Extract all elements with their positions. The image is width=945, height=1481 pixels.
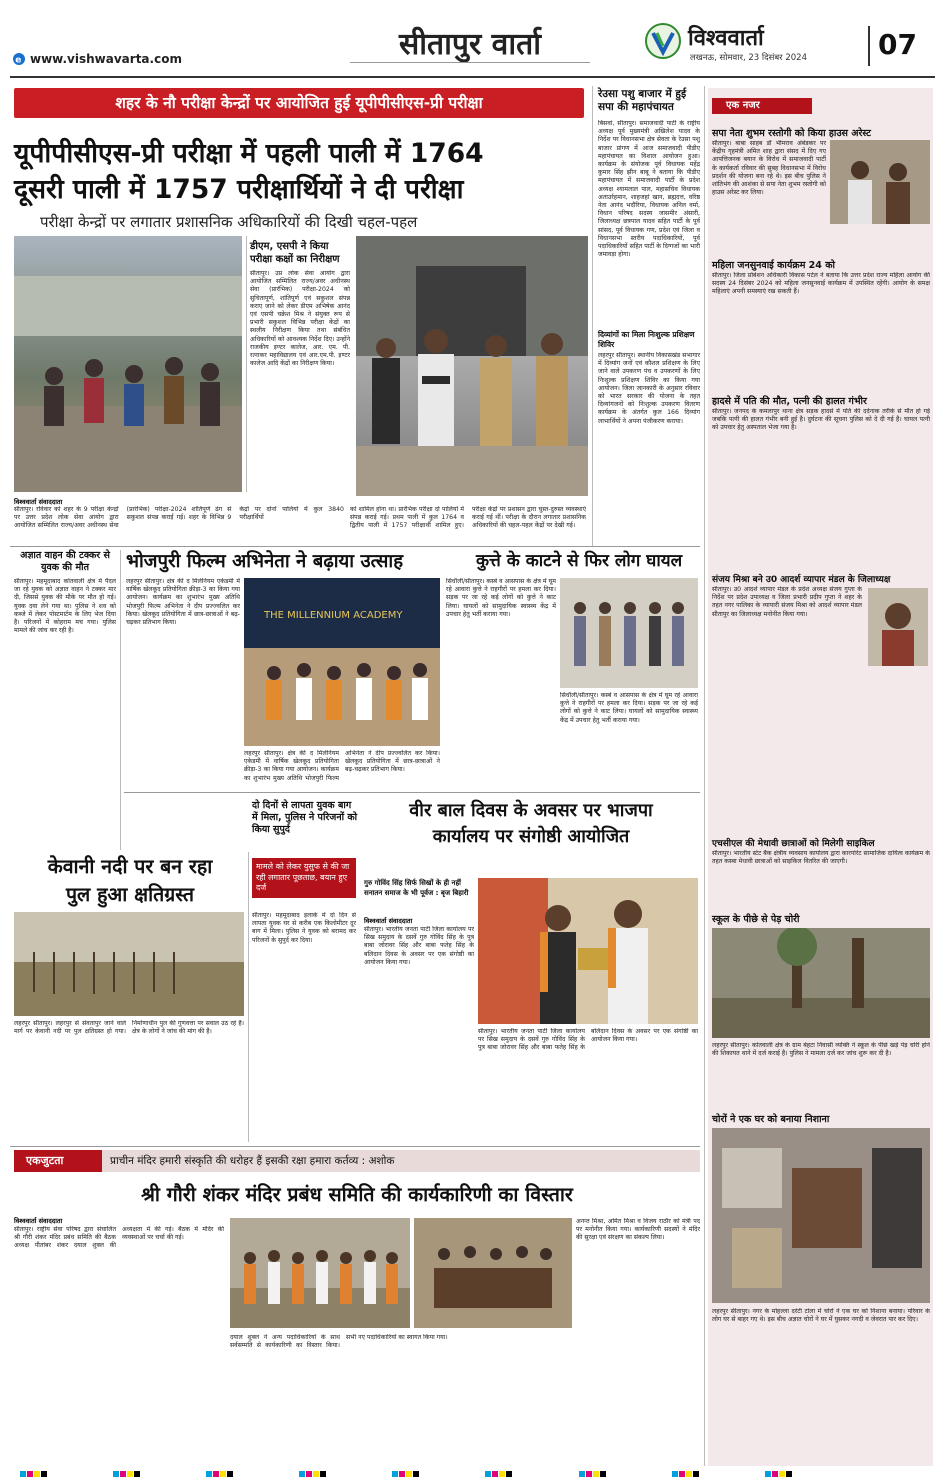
bjp-photo [478, 878, 698, 1024]
website-url[interactable]: www.vishwavarta.com [30, 52, 182, 66]
section-title: सीतापुर वार्ता [399, 27, 541, 62]
bjp-credit: विश्ववार्ता संवाददाता [364, 917, 413, 925]
film-body: लहरपुर सीतापुर। क्षेत्र की द मिलेनियम एकेडमी में वार्षिक खेलकूद प्रतियोगिता क्रीड़ा-3 का किया गया आयोजन। कार्यक्रम का शुभारंभ मुख्य अतिथि भोजपुरी फिल्म अभिनेता ने दीप प्रज्ज्वलित कर किया। खेलकूद प्रतियोगिता में छात्र-छात्राओं ने बढ़-चढ़कर प्रतिभाग किया। [126, 578, 240, 627]
accident-head: अज्ञात वाहन की टक्कर से युवक की मौत [20, 550, 110, 573]
nazar-item1-head: सपा नेता शुभम रस्तोगी को किया हाउस अरेस्ट [712, 128, 871, 139]
lead-banner [14, 88, 584, 118]
bjp-head-2: कार्यालय पर संगोष्ठी आयोजित [432, 826, 630, 847]
lead-body-left: सीतापुर। रविवार को शहर के 9 परीक्षा केन्द्रों पर उत्तर प्रदेश लोक सेवा आयोग द्वारा आयोजित सम्मिलित राज्य/अवर अधीनस्थ सेवा (प्रारंभिक) परीक्षा-2024 शांतिपूर्ण ढंग से सकुशल संपन्न कराई गई। शहर के विभिन्न 9 केंद्रों पर दोनों पालियों में कुल 3840 परीक्षार्थियों [14, 506, 344, 530]
rally-body: बिसवां, सीतापुर। समाजवादी पार्टी के राष्ट्रीय अध्यक्ष पूर्व मुख्यमंत्री अखिलेश यादव के निर्देश पर विधानसभा क्षेत्र सेवता के रेउसा पशु बाजार प्रांगण में आज समाजवादी पीडीए महापंचायत का विशाल आयोजन हुआ। कार्यक्रम के संयोजक पूर्व विधायक महेंद्र कुमार सिंह झीन बाबू ने बताया कि पीडीए महापंचायत में समाजवादी पार्टी के प्रदेश अध्यक्ष श्यामलाल पाल, महासचिव विधायक अताउर्रहमान, शाहजहां खान, ब्रह्मदत्त, वरिष्ठ नेता आनंद भदौरिया, विधायक अनिल वर्मा, विधान परिषद सदस्य जासमीर अंसारी, जिलाध्यक्ष छत्रपाल यादव सहित पार्टी के पूर्व सांसद, पूर्व विधायक गण, प्रदेश एवं जिला व विधानसभा स्तरीय पदाधिकारियों, पूर्व पदाधिकारियों सहित पार्टी के दिग्गजों का भारी जमावड़ा होगा। [598, 120, 700, 259]
bottom-photo-2 [414, 1218, 572, 1328]
bottom-body-right: अनन्त मिश्रा, अमित मिश्रा व विजय राठौर को मंत्री पद पर मनोनीत किया गया। कार्यकारिणी सदस्यों ने मंदिर की सुरक्षा एवं संरक्षण का संकल्प लिया। [576, 1218, 700, 1242]
lead-headline-2: दूसरी पाली में 1757 परीक्षार्थियों ने दी परीक्षा [14, 174, 464, 205]
lead-body-right: को शामिल होना था। प्रारंभिक परीक्षा दो पालियों में संपन्न कराई गई। प्रथम पाली में कुल 1764 व द्वितीय पाली में 1757 परीक्षार्थी शामिल हुए। परीक्षा केंद्रों पर प्रशासन द्वारा चुस्त-दुरुस्त व्यवस्थाएं कराई गई थीं। परीक्षा के दौरान लगातार प्रशासनिक अधिकारियों की चहल-पहल केंद्रों पर देखी गई। [350, 506, 586, 530]
dog-body-cont: सिधौली/सीतापुर। कस्बे व आसपास के क्षेत्र में घूम रहे आवारा कुत्ते ने राहगीरों पर हमला कर दिया। सड़क पर जा रहे कई लोगों को कुत्ते ने काट लिया। घायलों को सामुदायिक स्वास्थ्य केंद्र में उपचार हेतु भर्ती कराया गया। [560, 692, 698, 724]
film-head: भोजपुरी फिल्म अभिनेता ने बढ़ाया उत्साह [126, 551, 404, 572]
lead-banner-text: शहर के नौ परीक्षा केन्द्रों पर आयोजित हुई यूपीपीसीएस-प्री परीक्षा [115, 94, 483, 112]
kewani-photo [14, 912, 244, 1016]
bottom-photo-1 [230, 1218, 410, 1328]
bjp-head-1: वीर बाल दिवस के अवसर पर भाजपा [409, 800, 653, 821]
dog-photo [560, 578, 698, 688]
bottom-body-mid: दयाल शुक्ल ने अन्य पदाधिकारियों के साथ सर्वसम्मति से कार्यकारिणी का विस्तार किया। सभी नए पदाधिकारियों का स्वागत किया गया। [230, 1334, 448, 1350]
bottom-body-left: सीतापुर। राष्ट्रीय सेवा परिषद द्वारा संचालित श्री गौरी शंकर मंदिर प्रबंध समिति की बैठक अध्यक्ष पीतांबर शंकर दयाल शुक्ल की अध्यक्षता में की गई। बैठक में मंदिर की व्यवस्थाओं पर चर्चा की गई। [14, 1226, 224, 1250]
city-date: लखनऊ, सोमवार, 23 दिसंबर 2024 [690, 53, 807, 63]
film-body-cont: लहरपुर सीतापुर। क्षेत्र की द मिलेनियम एकेडमी में वार्षिक खेलकूद प्रतियोगिता क्रीड़ा-3 का किया गया आयोजन। कार्यक्रम का शुभारंभ मुख्य अतिथि भोजपुरी फिल्म अभिनेता ने दीप प्रज्ज्वलित कर किया। खेलकूद प्रतियोगिता में छात्र-छात्राओं ने बढ़-चढ़कर प्रतिभाग किया। [244, 750, 440, 782]
missing-body: सीतापुर। महमूदाबाद इलाके में दो दिन से लापता युवक घर से करीब एक किलोमीटर दूर बाग में मिला। पुलिस ने युवक को बरामद कर परिजनों के सुपुर्द कर दिया। [252, 912, 356, 944]
registration-strip [20, 1462, 920, 1470]
svg-text:e: e [15, 55, 22, 66]
nazar-item6-body: लहरपुर सीतापुर। कोतवाली क्षेत्र के ग्राम बेहटा निवासी व्यक्ति ने स्कूल के पीछे खड़े पेड़ चोरी होने की शिकायत थाने में दर्ज कराई है। पुलिस ने मामला दर्ज कर जांच शुरू कर दी है। [712, 1042, 930, 1058]
training-subhead: दिव्यांगों का मिला निःशुल्क प्रशिक्षण शिविर [598, 330, 695, 349]
nazar-item1-body: सीतापुर। बाबा साहब डॉ भीमराव अंबेडकर पर केंद्रीय गृहमंत्री अमित शाह द्वारा संसद में दिए गए आपत्तिजनक बयान के विरोध में समाजवादी पार्टी के कार्यकर्ता रविवार की सुबह विधानसभा में विरोध प्रदर्शन की योजना बना रहे थे। इस बीच पुलिस ने शांतिभंग की आशंका से सपा नेता शुभम रस्तोगी को हाउस अरेस्ट कर लिया। [712, 140, 826, 197]
lead-photo-2 [356, 236, 588, 496]
logo-icon [644, 22, 682, 60]
lead-headline-1: यूपीपीसीएस-प्री परीक्षा में पहली पाली में 1764 [14, 138, 484, 169]
lead-sidebar-body: सीतापुर। उप्र लोक सेवा आयोग द्वारा आयोजित सम्मिलित राज्य/अवर अधीनस्थ सेवा (प्रारंभिक) परीक्षा-2024 को सुचितापूर्ण, शांतिपूर्ण एवं सकुशल संपन्न कराए जाने को लेकर डीएम अभिषेक आनंद एवं एसपी चक्रेश मिश्र ने संयुक्त रूप से प्रभारी सकुशल विभिन्न परीक्षा केंद्रों का स्थलीय निरीक्षण किया तथा संबंधित अधिकारियों को आवश्यक निर्देश दिए। उन्होंने राजकीय इण्टर कालेज, आर. एम. पी. रत्नाकर महाविद्यालय एवं आर.एम.पी. इण्टर कालेज आदि केंद्रों का निरीक्षण किया। [250, 270, 350, 368]
nazar-item2-head: महिला जनसुनवाई कार्यक्रम 24 को [712, 260, 835, 271]
bjp-pull: गुरु गोविंद सिंह सिर्फ सिखों के ही नहीं सनातन समाज के भी पूर्वज : बृज बिहारी [364, 879, 469, 897]
kewani-head-1: केवानी नदी पर बन रहा [47, 855, 213, 878]
lead-sidebar-head: डीएम, एसपी ने किया परीक्षा कक्षों का निरीक्षण [250, 241, 340, 265]
kewani-body: लहरपुर सीतापुर। लहरपुर से सेवतापुर जाने वाले मार्ग पर केवानी नदी पर पुल क्षतिग्रस्त हो गया। निर्माणाधीन पुल की गुणवत्ता पर सवाल उठ रहे हैं। क्षेत्र के लोगों ने जांच की मांग की है। [14, 1020, 244, 1036]
masthead [0, 0, 945, 80]
bottom-credit: विश्ववार्ता संवाददाता [14, 1217, 63, 1225]
lead-subheadline: परीक्षा केन्द्रों पर लगातार प्रशासनिक अधिकारियों की दिखी चहल-पहल [40, 213, 418, 231]
nazar-item4-head: संजय मिश्रा बने उ0 आदर्श व्यापार मंडल के जिलाध्यक्ष [712, 575, 891, 585]
film-photo [244, 578, 440, 746]
nazar-item5-head: एचसीएल की मेधावी छात्राओं को मिलेगी साइकिल [712, 839, 875, 849]
dog-body: सिधौली/सीतापुर। कस्बे व आसपास के क्षेत्र में घूम रहे आवारा कुत्ते ने राहगीरों पर हमला कर दिया। सड़क पर जा रहे कई लोगों को कुत्ते ने काट लिया। घायलों को सामुदायिक स्वास्थ्य केंद्र में उपचार हेतु भर्ती कराया गया। [446, 578, 556, 618]
bottom-headline: श्री गौरी शंकर मंदिर प्रबंध समिति की कार्यकारिणी का विस्तार [141, 1183, 573, 1206]
nazar-item4-photo [868, 588, 928, 666]
nazar-item4-body: सीतापुर। उ0 आदर्श व्यापार मंडल के प्रदेश अध्यक्ष संजय गुप्ता के निर्देश पर प्रदेश उपाध्यक्ष व जिला प्रभारी प्रदीप गुप्ता ने शहर के तहत नगर पालिका के व्यापारी संजय मिश्रा को आदर्श व्यापार मंडल सीतापुर का जिलाध्यक्ष मनोनीत किया गया। [712, 586, 862, 618]
training-body: लहरपुर सीतापुर। स्थानीय विकासखंड सभागार में दिव्यांग जनों एवं कौशल प्रशिक्षण के लिए जाने वाले उपकरण पंच व उपकरणों के लिए निःशुल्क प्रशिक्षण शिविर का किया गया आयोजन। जिला जानकारी के अनुसार रविवार को भारत सरकार की योजना के तहत दिव्यांगजनों को निःशुल्क उपकरण वितरण कार्यक्रम के अंतर्गत कुल 166 दिव्यांग लाभार्थियों ने अपना पंजीकरण कराया। [598, 352, 700, 425]
svg-text:THE MILLENNIUM ACADEMY: THE MILLENNIUM ACADEMY [264, 610, 403, 621]
lead-photo-1 [14, 236, 242, 492]
paper-name: विश्ववार्ता [688, 25, 764, 51]
dog-head: कुत्ते के काटने से फिर लोग घायल [476, 551, 683, 571]
nazar-item7-body: लहरपुर सीतापुर। नगर के मोहल्ला दरेटी टोला में चोरों ने एक घर को निशाना बनाया। परिवार के लोग घर से बाहर गए थे। इस बीच अज्ञात चोरों ने घर में घुसकर नगदी व जेवरात पार कर दिए। [712, 1308, 930, 1324]
nazar-item7-photo [712, 1128, 930, 1303]
accident-body: सीतापुर। महमूदाबाद कोतवाली क्षेत्र में पैदल जा रहे युवक को अज्ञात वाहन ने टक्कर मार दी, जिससे युवक की मौके पर मौत हो गई। युवक दवा लेने गया था। पुलिस ने शव को कब्जे में लेकर पोस्टमार्टम के लिए भेज दिया है। परिजनों में कोहराम मच गया। पुलिस मामले की जांच कर रही है। [14, 578, 116, 635]
nazar-item2-body: सीतापुर। जिला प्रोबेशन अधिकारी विकास पटेल ने बताया कि उत्तर प्रदेश राज्य महिला आयोग की सदस्य 24 दिसंबर 2024 को महिला जनसुनवाई कार्यक्रम में उपस्थित रहेंगी। आयोग के समक्ष महिलाएं अपनी समस्याएं रख सकती हैं। [712, 272, 930, 296]
bottom-tab: एकजुटता [14, 1150, 102, 1172]
nazar-item6-head: स्कूल के पीछे से पेड़ चोरी [712, 914, 800, 925]
bottom-kicker: प्राचीन मंदिर हमारी संस्कृति की धरोहर हैं इसकी रक्षा हमारा कर्तव्य : अशोक [110, 1155, 395, 1167]
nazar-item6-photo [712, 928, 930, 1038]
nazar-item1-photo [830, 140, 930, 224]
bjp-body-cont: सीतापुर। भारतीय जनता पार्टी जिला कार्यालय पर सिख समुदाय के दसवें गुरु गोविंद सिंह के पुत्र बाबा जोरावर सिंह और बाबा फतेह सिंह के बलिदान दिवस के अवसर पर एक संगोष्ठी का आयोजन किया गया। [478, 1028, 698, 1052]
nazar-item3-body: सीतापुर। जनपद के कमलापुर थाना क्षेत्र सड़क हादसे में पति की दर्दनाक तरीके से मौत हो गई जबकि पत्नी की हालत गंभीर बनी हुई है। दुर्घटना की सूचना पुलिस को दे दी गई है। घायल पत्नी को उपचार हेतु अस्पताल भेजा गया है। [712, 408, 930, 432]
nazar-item3-head: हादसे में पति की मौत, पत्नी की हालत गंभीर [712, 396, 867, 407]
lead-photo-credit: विश्ववार्ता संवाददाता [14, 498, 63, 506]
nazar-item7-head: चोरों ने एक घर को बनाया निशाना [712, 1114, 830, 1125]
ek-nazar-tab: एक नजर [712, 98, 812, 114]
bjp-body: सीतापुर। भारतीय जनता पार्टी जिला कार्यालय पर सिख समुदाय के दसवें गुरु गोविंद सिंह के पुत्र बाबा जोरावर सिंह और बाबा फतेह सिंह के बलिदान दिवस के अवसर पर एक संगोष्ठी का आयोजन किया गया। [364, 926, 474, 966]
missing-head: दो दिनों से लापता युवक बाग में मिला, पुलिस ने परिजनों को किया सुपुर्द [252, 800, 358, 835]
missing-pull: मामले को लेकर युसुफ से की जा रही लगातार पूछताछ, बयान हुए दर्ज [252, 858, 356, 898]
nazar-item5-body: सीतापुर। भारतीय स्टेट बैंक क्षेत्रीय व्यवसाय कार्यालय द्वारा कारपोरेट सामाजिक दायित्व कार्यक्रम के तहत कस्बा मेधावी छात्राओं को साइकिल वितरित की जाएगी। [712, 850, 930, 866]
ie-icon [12, 52, 26, 66]
rally-headline: रेउसा पशु बाजार में हुई सपा की महापंचायत [598, 88, 687, 113]
page-number: 07 [878, 28, 917, 61]
kewani-head-2: पुल हुआ क्षतिग्रस्त [65, 883, 194, 906]
